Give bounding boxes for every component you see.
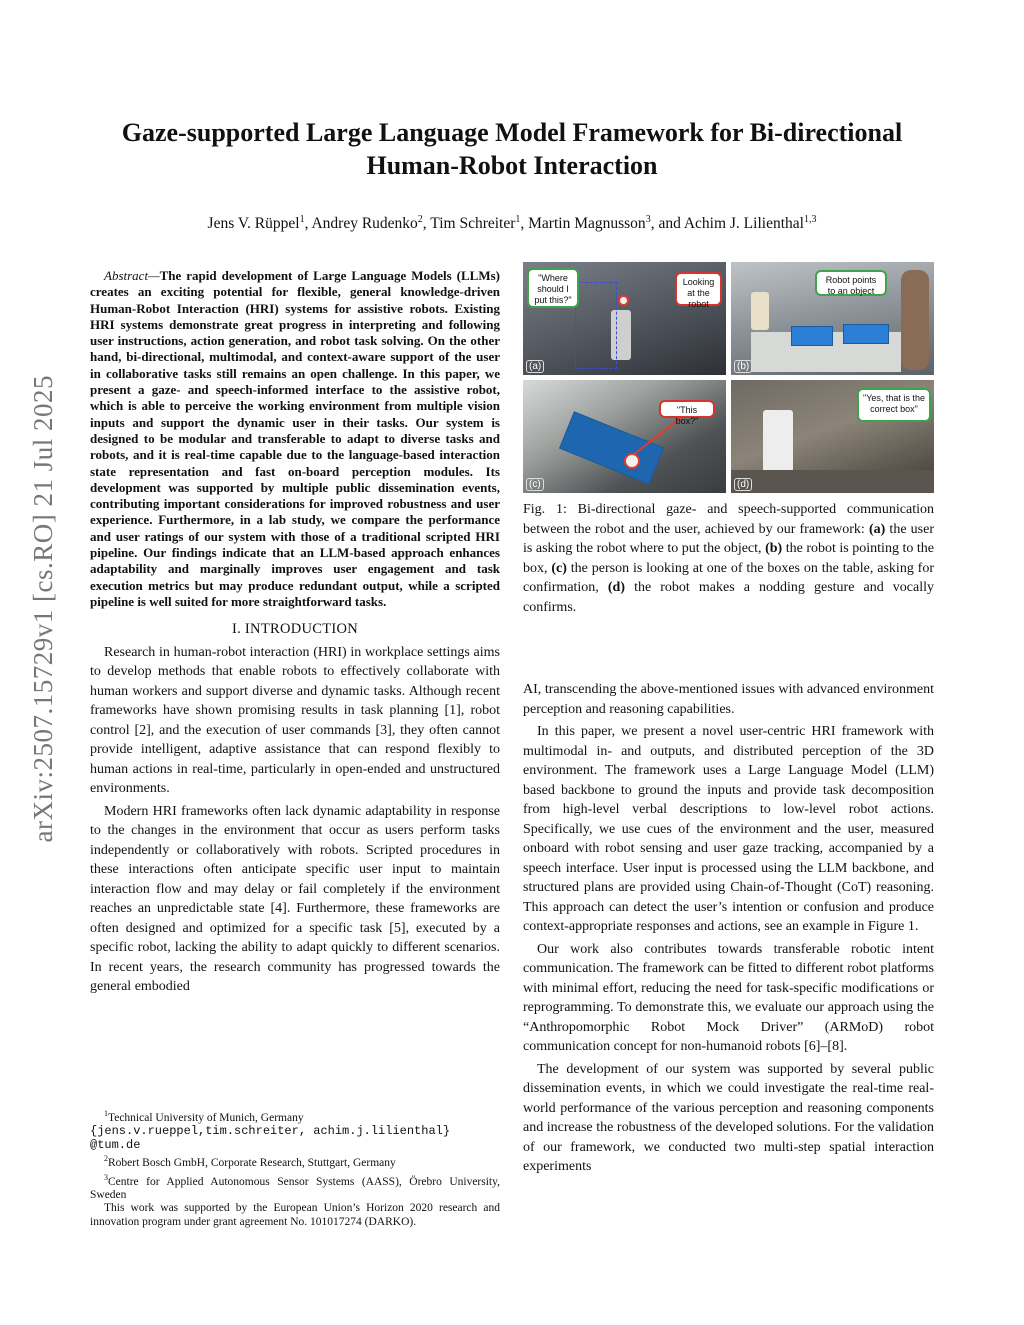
intro-paragraph-2: Modern HRI frameworks often lack dynamic adaptability in response to the changes in the environment that occur as users perform tasks independently or collaboratively with robots. Scripted procedures in these interactions often anticipate specific user input to maintain interaction flow and may delay or fail completely if the environment reaches an unpredictable state [4]. Furthermore, these frameworks are often designed and optimized for a specific task [5], executed by a specific robot, lacking the ability to adapt quickly to different scenarios. In recent years, the research community has progressed towards the general embodied — [90, 803, 500, 995]
abstract-label: Abstract — [104, 268, 149, 283]
speech-bubble-where: "Where should I put this?" — [527, 268, 579, 308]
author-3: Tim Schreiter$^1$ — [430, 214, 521, 233]
thought-bubble-looking: Looking at the robot — [675, 272, 722, 306]
figure-1 — [523, 262, 934, 494]
blue-box-1 — [791, 326, 833, 346]
author-list: Jens V. Rüppel$^1$, Andrey Rudenko$^2$, Tim Schreiter$^1$, Martin Magnusson$^3$, and Achim J. Lilienthal$^{1,3}$ — [207, 214, 817, 233]
person-shape — [901, 270, 929, 370]
gaze-marker — [618, 295, 629, 306]
abstract-text: The rapid development of Large Language Models (LLMs) creates an exciting potential for flexible, general knowledge-driven Human-Robot Interaction (HRI) systems for assistive robots. Existing HRI systems demonstrate great progress in interpreting and following user instructions, action generation, and robot task solving. On the other hand, bi-directional, multimodal, and context-aware support of the user in collaborative tasks still remains an open challenge. In this paper, we present a gaze- and speech-informed interface to the assistive robot, which is able to perceive the working environment from multiple vision inputs and support the dynamic user in their tasks. Our system is designed to be modular and transferable to adapt to diverse tasks and robots, and it is real-time capable due to the language-based interaction state representation and fast on-board perception modules. Its development was supported by multiple public dissemination events, contributing important considerations for improved robustness and user experience. Furthermore, in a lab study, we compare the performance and user ratings of our system with those of a traditional scripted HRI pipeline. Our findings indicate that an LLM-based approach enhances adaptability and marginally improves user engagement and task execution metrics but may produce redundant output, while a scripted pipeline is well suited for more straightforward tasks. — [90, 268, 500, 609]
title-line-1: Gaze-supported Large Language Model Framework for Bi-directional — [121, 118, 903, 147]
paper-title — [70, 116, 954, 182]
right-column — [523, 680, 934, 1177]
intro-paragraph-1: Research in human-robot interaction (HRI) in workplace settings aims to develop methods that enable robots to effectively collaborate with human workers and support diverse and dynamic tasks. Although recent frameworks have shown promising results in task planning [1], robot control [2], and the execution of user commands [3], they often cannot provide intelligent, adaptive assistance that can respond flexibly to human actions in real-time, particularly in open-ended and unstructured environments. — [90, 644, 500, 797]
figure-panel-c — [523, 380, 726, 493]
funding-note: This work was supported by the European Union’s Horizon 2020 research and innovation program under grant agreement No. 101017274 (DARKO). — [90, 1202, 500, 1228]
figure-1-caption: Fig. 1: Bi-directional gaze- and speech-supported communication between the robot and the user, achieved by our framework: (a) the user is asking the robot where to put the object, (b) the robot is pointing to the box, (c) the person is looking at one of the boxes on the table, asking for confirmation, (d) the robot makes a nodding gesture and vocally confirms. — [523, 502, 935, 615]
detection-box — [575, 282, 617, 369]
right-paragraph-2: In this paper, we present a novel user-centric HRI framework with multimodal in- and outputs, and distributed perception of the 3D environment. The framework uses a Large Language Model (LLM) based backbone to ground the inputs and provide task decomposition from high-level verbal descriptions to low-level robot actions. Specifically, we use cues of the environment and the user, measured onboard with robot sensing and user gaze tracking, accompanied by a speech interface. User input is processed using the LLM backbone, and structured plans are provided using Chain-of-Thought (CoT) reasoning. This approach can detect the user’s intention or confusion and produce context-appropriate responses and actions, see an example in Figure 1. — [523, 724, 934, 934]
author-5: Achim J. Lilienthal$^{1,3}$ — [683, 214, 817, 233]
blue-box-2 — [843, 324, 889, 344]
author-4: Martin Magnusson$^3$ — [528, 214, 651, 233]
figure-panel-a — [523, 262, 726, 375]
speech-bubble-this-box: "This box?" — [659, 400, 715, 418]
right-paragraph-1: AI, transcending the above-mentioned issues with advanced environment perception and reasoning capabilities. — [523, 682, 934, 717]
speech-bubble-yes: "Yes, that is the correct box" — [857, 388, 931, 422]
panel-tag-d: (d) — [734, 478, 752, 491]
robot-shape — [751, 292, 769, 330]
title-line-2: Human-Robot Interaction — [366, 151, 658, 180]
footnote-2: $^2$Robert Bosch GmbH, Corporate Research, Stuttgart, Germany — [104, 1154, 396, 1170]
footnote-1-email: {jens.v.rueppel,tim.schreiter, achim.j.lilienthal} @tum.de — [90, 1124, 451, 1152]
footnote-1: $^1$Technical University of Munich, Germany — [104, 1109, 304, 1124]
arxiv-identifier: arXiv:2507.15729v1 [cs.RO] 21 Jul 2025 — [28, 375, 58, 843]
abstract: Abstract—The rapid development of Large Language Models (LLMs) creates an exciting potential for flexible, general knowledge-driven Human-Robot Interaction (HRI) systems for assistive robots. Existing HRI systems demonstrate great progress in interpreting and following user instructions, action generation, and robot task solving. On the other hand, bi-directional, multimodal, and context-aware support of the user in collaborative tasks still remains an open challenge. In this paper, we present a gaze- and speech-informed interface to the assistive robot, which is able to perceive the working environment from multiple vision inputs and support the dynamic user in their tasks. Our system is designed to be modular and transferable to adapt to diverse tasks and robots, and it is real-time capable due to the language-based interaction state representation and fast on-board perception modules. Its development was supported by multiple public dissemination events, contributing important considerations for improved robustness and user experience. Furthermore, in a lab study, we compare the performance and user ratings of our system with those of a traditional scripted HRI pipeline. Our findings indicate that an LLM-based approach enhances adaptability and marginally improves user engagement and task execution metrics but may produce redundant output, while a scripted pipeline is well suited for more straightforward tasks. — [90, 268, 500, 609]
footnote-3: $^3$Centre for Applied Autonomous Sensor Systems (AASS), Örebro University, Sweden — [90, 1172, 500, 1201]
gaze-marker — [624, 453, 640, 469]
panel-tag-b: (b) — [734, 360, 752, 373]
table-shape — [731, 470, 934, 493]
figure-panel-b — [731, 262, 934, 375]
footnotes — [90, 1107, 500, 1229]
right-paragraph-3: Our work also contributes towards transferable robotic intent communication. The framework can be fitted to different robot platforms with minimal effort, reducing the need for task-specific modifications or reprogramming. To demonstrate this, we evaluate our approach using the “Anthropomorphic Robot Mock Driver” (ARMoD) robot communication concept for non-humanoid robots [6]–[8]. — [523, 941, 934, 1054]
right-paragraph-4: The development of our system was supported by several public dissemination events, in which we could investigate the real-time real-world performance of the various perception and reasoning components and increase the robustness of the developed solutions. For the validation of our framework, we conducted two multi-step spatial interaction experiments — [523, 1061, 934, 1174]
panel-tag-a: (a) — [526, 360, 544, 373]
left-column — [90, 268, 500, 997]
author-1: Jens V. Rüppel$^1$ — [207, 214, 305, 233]
figure-panel-d — [731, 380, 934, 493]
section-heading-introduction: I. INTRODUCTION — [231, 621, 359, 638]
panel-tag-c: (c) — [526, 478, 544, 491]
speech-bubble-robot-points: Robot points to an object — [815, 270, 887, 296]
blue-box — [559, 411, 664, 484]
author-2: Andrey Rudenko$^2$ — [311, 214, 423, 233]
humanoid-robot-shape — [763, 410, 793, 472]
